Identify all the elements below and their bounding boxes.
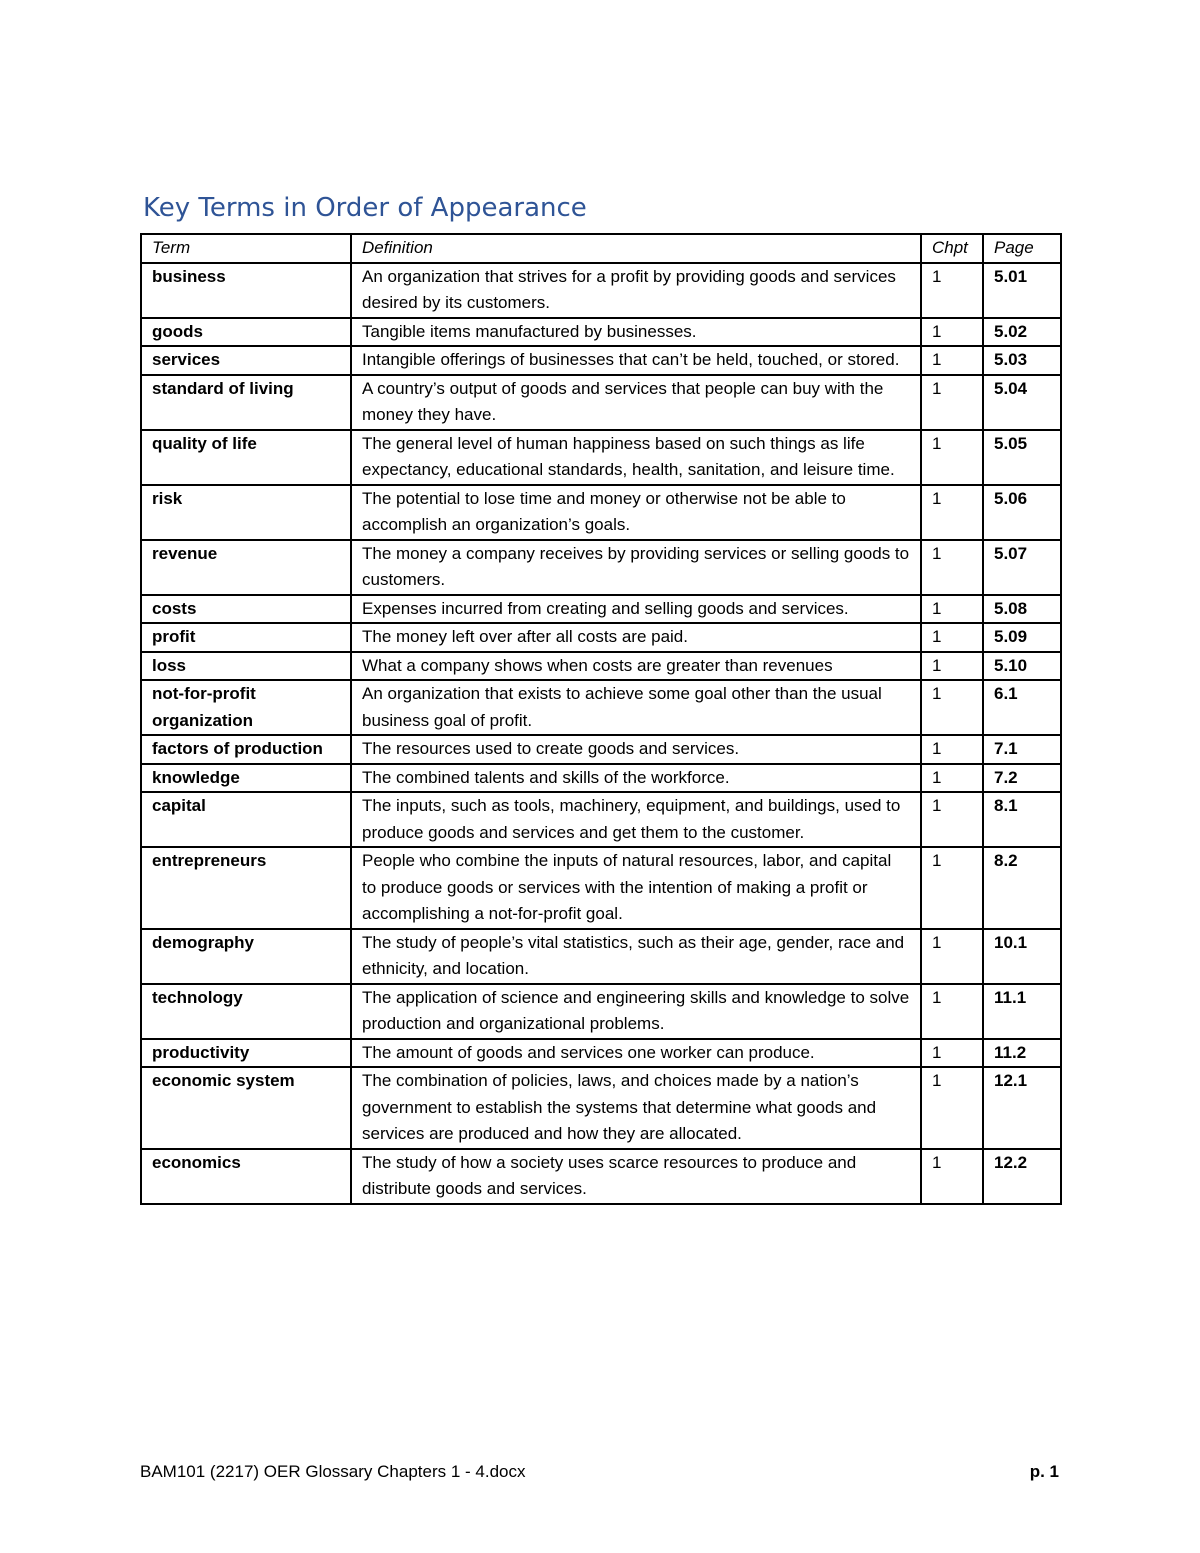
table-row [141,263,1061,318]
table-row [141,318,1061,347]
term-cell: services [141,346,351,375]
page-cell: 7.2 [983,764,1061,793]
page-title: Key Terms in Order of Appearance [143,193,587,223]
page-cell: 8.2 [983,847,1061,929]
definition-cell: The study of people’s vital statistics, such as their age, gender, race and ethnicity, and location. [351,929,921,984]
page-cell: 5.09 [983,623,1061,652]
definition-cell: The application of science and engineering skills and knowledge to solve production and organizational problems. [351,984,921,1039]
page-cell: 8.1 [983,792,1061,847]
page-cell: 12.2 [983,1149,1061,1204]
chpt-cell: 1 [921,346,983,375]
term-cell: risk [141,485,351,540]
chpt-cell: 1 [921,1067,983,1149]
definition-cell: Tangible items manufactured by businesses. [351,318,921,347]
definition-cell: The potential to lose time and money or otherwise not be able to accomplish an organization’s goals. [351,485,921,540]
chpt-cell: 1 [921,263,983,318]
footer-filename: BAM101 (2217) OER Glossary Chapters 1 - 4.docx [140,1462,526,1481]
table-row [141,595,1061,624]
chpt-cell: 1 [921,623,983,652]
term-cell: profit [141,623,351,652]
chpt-cell: 1 [921,595,983,624]
table-row [141,929,1061,984]
page-cell: 12.1 [983,1067,1061,1149]
page-cell: 5.04 [983,375,1061,430]
term-cell: quality of life [141,430,351,485]
definition-cell: The resources used to create goods and services. [351,735,921,764]
chpt-cell: 1 [921,929,983,984]
definition-cell: The inputs, such as tools, machinery, equipment, and buildings, used to produce goods and services and get them to the customer. [351,792,921,847]
table-row [141,485,1061,540]
term-cell: capital [141,792,351,847]
chpt-cell: 1 [921,652,983,681]
term-cell: productivity [141,1039,351,1068]
definition-cell: An organization that strives for a profit by providing goods and services desired by its customers. [351,263,921,318]
table-row [141,346,1061,375]
page-cell: 5.05 [983,430,1061,485]
term-cell: not-for-profit organization [141,680,351,735]
definition-cell: The study of how a society uses scarce resources to produce and distribute goods and services. [351,1149,921,1204]
page-cell: 5.10 [983,652,1061,681]
page-cell: 5.06 [983,485,1061,540]
table-row [141,623,1061,652]
header-term: Term [141,234,351,263]
page-cell: 5.03 [983,346,1061,375]
table-row [141,430,1061,485]
page-cell: 5.02 [983,318,1061,347]
chpt-cell: 1 [921,735,983,764]
term-cell: standard of living [141,375,351,430]
term-cell: technology [141,984,351,1039]
definition-cell: A country’s output of goods and services that people can buy with the money they have. [351,375,921,430]
chpt-cell: 1 [921,680,983,735]
term-cell: factors of production [141,735,351,764]
definition-cell: Expenses incurred from creating and selling goods and services. [351,595,921,624]
chpt-cell: 1 [921,984,983,1039]
chpt-cell: 1 [921,430,983,485]
term-cell: business [141,263,351,318]
chpt-cell: 1 [921,375,983,430]
term-cell: economic system [141,1067,351,1149]
definition-cell: The combined talents and skills of the workforce. [351,764,921,793]
chpt-cell: 1 [921,764,983,793]
definition-cell: The amount of goods and services one worker can produce. [351,1039,921,1068]
table-row [141,540,1061,595]
glossary-body [141,263,1061,1204]
table-row [141,792,1061,847]
chpt-cell: 1 [921,847,983,929]
table-row [141,847,1061,929]
chpt-cell: 1 [921,540,983,595]
chpt-cell: 1 [921,1039,983,1068]
table-row [141,984,1061,1039]
glossary-table [140,233,1062,1205]
table-row [141,1039,1061,1068]
definition-cell: The general level of human happiness based on such things as life expectancy, educational standards, health, sanitation, and leisure time. [351,430,921,485]
definition-cell: Intangible offerings of businesses that can’t be held, touched, or stored. [351,346,921,375]
table-row [141,680,1061,735]
header-chpt: Chpt [921,234,983,263]
chpt-cell: 1 [921,318,983,347]
page-cell: 11.1 [983,984,1061,1039]
table-row [141,652,1061,681]
chpt-cell: 1 [921,1149,983,1204]
term-cell: economics [141,1149,351,1204]
page-cell: 5.01 [983,263,1061,318]
page-cell: 5.08 [983,595,1061,624]
page-cell: 6.1 [983,680,1061,735]
chpt-cell: 1 [921,792,983,847]
table-row [141,764,1061,793]
table-row [141,1067,1061,1149]
term-cell: goods [141,318,351,347]
term-cell: knowledge [141,764,351,793]
definition-cell: An organization that exists to achieve some goal other than the usual business goal of profit. [351,680,921,735]
table-row [141,1149,1061,1204]
table-header-row [141,234,1061,263]
definition-cell: People who combine the inputs of natural resources, labor, and capital to produce goods or services with the intention of making a profit or accomplishing a not-for-profit goal. [351,847,921,929]
term-cell: loss [141,652,351,681]
page-cell: 7.1 [983,735,1061,764]
term-cell: costs [141,595,351,624]
term-cell: revenue [141,540,351,595]
definition-cell: What a company shows when costs are greater than revenues [351,652,921,681]
header-page: Page [983,234,1061,263]
term-cell: demography [141,929,351,984]
definition-cell: The money a company receives by providing services or selling goods to customers. [351,540,921,595]
definition-cell: The combination of policies, laws, and choices made by a nation’s government to establish the systems that determine what goods and services are produced and how they are allocated. [351,1067,921,1149]
page-cell: 10.1 [983,929,1061,984]
chpt-cell: 1 [921,485,983,540]
table-row [141,375,1061,430]
page-cell: 5.07 [983,540,1061,595]
term-cell: entrepreneurs [141,847,351,929]
footer-page-number: p. 1 [1029,1462,1059,1481]
header-definition: Definition [351,234,921,263]
table-row [141,735,1061,764]
definition-cell: The money left over after all costs are paid. [351,623,921,652]
page-cell: 11.2 [983,1039,1061,1068]
